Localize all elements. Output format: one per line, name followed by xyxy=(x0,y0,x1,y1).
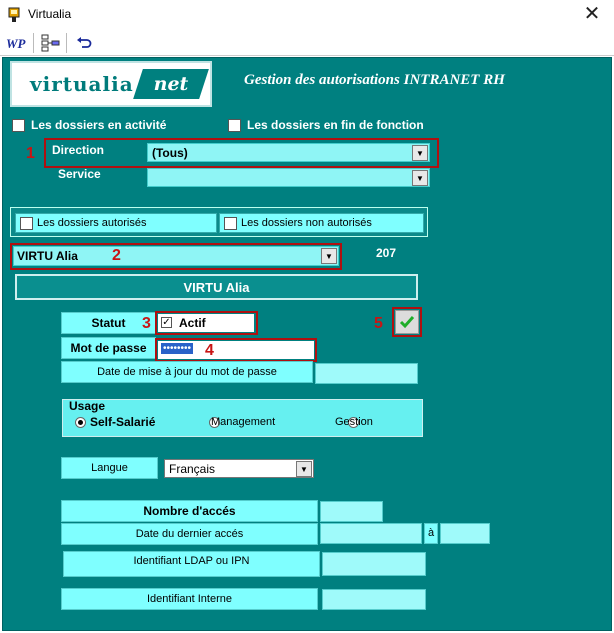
authorized-filter[interactable] xyxy=(15,213,217,233)
annotation-3: 3 xyxy=(142,315,151,332)
ldap-label: Identifiant LDAP ou IPN xyxy=(63,551,320,577)
usage-option-gestion: Gestion xyxy=(335,416,373,428)
green-check-icon xyxy=(398,313,416,331)
statut-label: Statut xyxy=(61,312,156,334)
annotation-1: 1 xyxy=(26,145,35,162)
chevron-down-icon[interactable]: ▼ xyxy=(412,145,428,161)
annotation-4: 4 xyxy=(205,342,214,359)
last-access-time-field[interactable] xyxy=(440,523,490,544)
check-icon[interactable]: ✓ xyxy=(162,317,171,328)
a-label: à xyxy=(424,523,438,544)
person-banner: VIRTU Alia xyxy=(15,274,418,300)
not-authorized-label: Les dossiers non autorisés xyxy=(241,217,372,229)
langue-label: Langue xyxy=(61,457,158,479)
not-authorized-filter[interactable] xyxy=(219,213,424,233)
logo-net-text: net xyxy=(153,73,189,95)
last-access-label: Date du dernier accés xyxy=(61,523,318,545)
svg-text:WP: WP xyxy=(6,36,26,50)
ended-files-label: Les dossiers en fin de fonction xyxy=(247,118,424,132)
langue-value: Français xyxy=(169,462,216,476)
undo-icon[interactable] xyxy=(72,33,96,53)
statut-field[interactable] xyxy=(158,314,254,332)
title-bar xyxy=(0,0,614,30)
validate-button[interactable] xyxy=(395,310,419,334)
annotation-5: 5 xyxy=(374,315,383,332)
not-authorized-checkbox[interactable] xyxy=(224,217,237,230)
annotation-2: 2 xyxy=(112,247,121,264)
active-files-label: Les dossiers en activité xyxy=(31,118,167,132)
usage-self-radio[interactable] xyxy=(75,417,86,428)
window-title: Virtualia xyxy=(28,7,72,21)
chevron-down-icon[interactable]: ▼ xyxy=(321,248,337,264)
virtualia-logo xyxy=(10,61,212,107)
close-icon[interactable]: ✕ xyxy=(583,3,601,25)
service-label: Service xyxy=(58,167,101,181)
password-date-field[interactable] xyxy=(315,363,418,384)
statut-value: Actif xyxy=(179,316,206,330)
ldap-field[interactable] xyxy=(322,552,426,576)
password-label: Mot de passe xyxy=(61,337,156,359)
authorized-checkbox[interactable] xyxy=(20,217,33,230)
ended-files-checkbox[interactable] xyxy=(228,119,241,132)
chevron-down-icon[interactable]: ▼ xyxy=(412,170,428,186)
langue-select[interactable] xyxy=(164,459,314,478)
usage-option-self: Self-Salarié xyxy=(90,415,156,429)
page-heading: Gestion des autorisations INTRANET RH xyxy=(244,72,505,88)
person-select-value: VIRTU Alia xyxy=(17,249,78,263)
direction-label: Direction xyxy=(52,143,105,157)
person-select[interactable] xyxy=(13,246,339,266)
active-files-checkbox[interactable] xyxy=(12,119,25,132)
internal-id-field[interactable] xyxy=(322,589,426,610)
password-field[interactable] xyxy=(158,341,314,359)
app-icon xyxy=(6,7,22,23)
toolbar-separator xyxy=(66,33,67,53)
wp-tool-icon[interactable] xyxy=(4,33,30,53)
toolbar-separator xyxy=(33,33,34,53)
internal-id-label: Identifiant Interne xyxy=(61,588,318,610)
access-count-label: Nombre d'accés xyxy=(61,500,318,522)
records-count: 207 xyxy=(376,246,397,260)
direction-select[interactable] xyxy=(147,143,430,162)
password-value: •••••••• xyxy=(163,343,192,354)
chevron-down-icon[interactable]: ▼ xyxy=(296,461,312,477)
usage-label: Usage xyxy=(69,399,106,413)
usage-option-management: Management xyxy=(211,416,276,428)
logo-text: virtualia xyxy=(30,72,134,96)
hierarchy-icon[interactable] xyxy=(38,33,62,53)
logo-net-badge xyxy=(133,69,209,99)
direction-value: (Tous) xyxy=(152,146,188,160)
last-access-field[interactable] xyxy=(320,523,422,544)
access-count-field[interactable] xyxy=(320,501,383,522)
authorized-label: Les dossiers autorisés xyxy=(37,217,147,229)
password-date-label: Date de mise à jour du mot de passe xyxy=(61,361,313,383)
service-select[interactable] xyxy=(147,168,430,187)
